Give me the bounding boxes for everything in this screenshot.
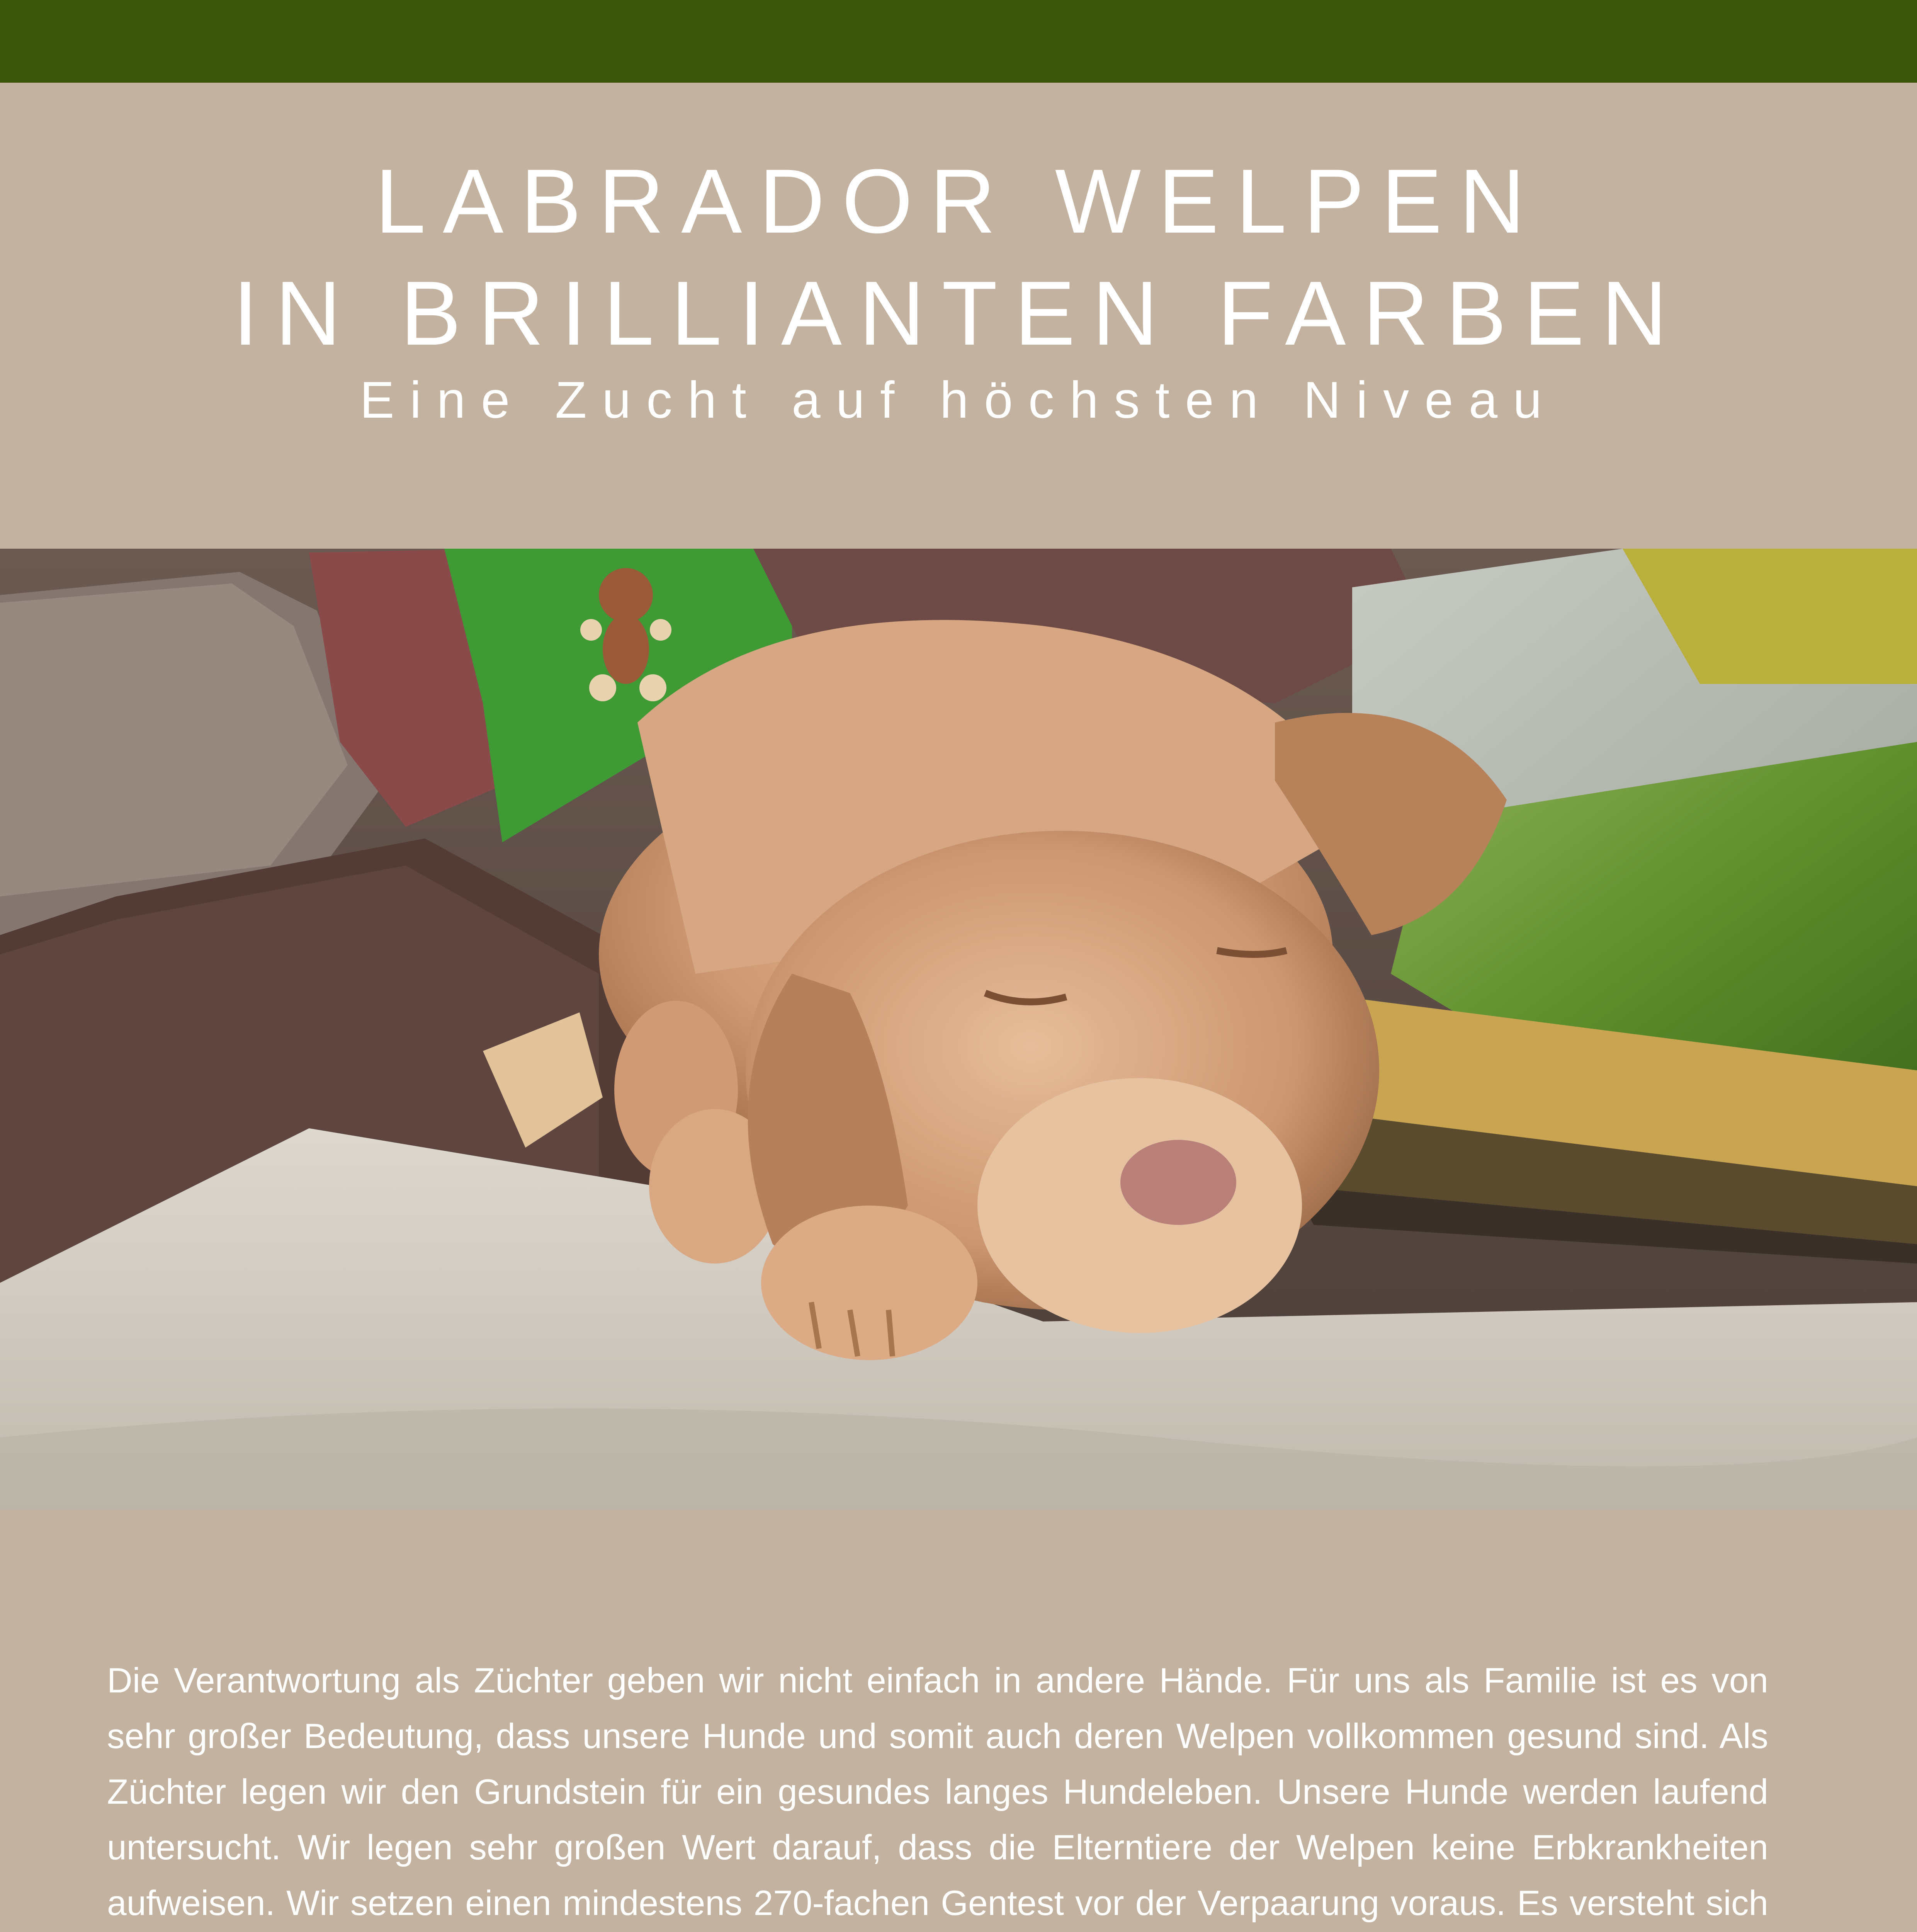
header [0, 83, 1917, 549]
article-paragraph: Die Verantwortung als Züchter geben wir nicht einfach in andere Hände. Für uns als Familie ist es von sehr großer Bedeutung, dass unsere Hunde und somit auch deren Welpen vollkommen gesund sind. Als Züchter legen wir den Grundstein für ein gesundes langes Hundeleben. Unsere Hunde werden laufend untersucht. Wir legen sehr großen Wert darauf, dass die Elterntiere der Welpen keine Erbkrankheiten aufweisen. Wir setzen einen mindestens 270-fachen Gentest vor der Verpaarung voraus. Es versteht sich [107, 1661, 1768, 1923]
page-title-line-2: IN BRILLIANTEN FARBEN [233, 262, 1684, 364]
page-title-line-1: LABRADOR WELPEN [375, 150, 1542, 252]
article-text [107, 1653, 1768, 1932]
sleeping-puppy-photo [0, 549, 1917, 1510]
top-bar [0, 0, 1917, 83]
page-subtitle: Eine Zucht auf höchsten Niveau [360, 371, 1557, 429]
